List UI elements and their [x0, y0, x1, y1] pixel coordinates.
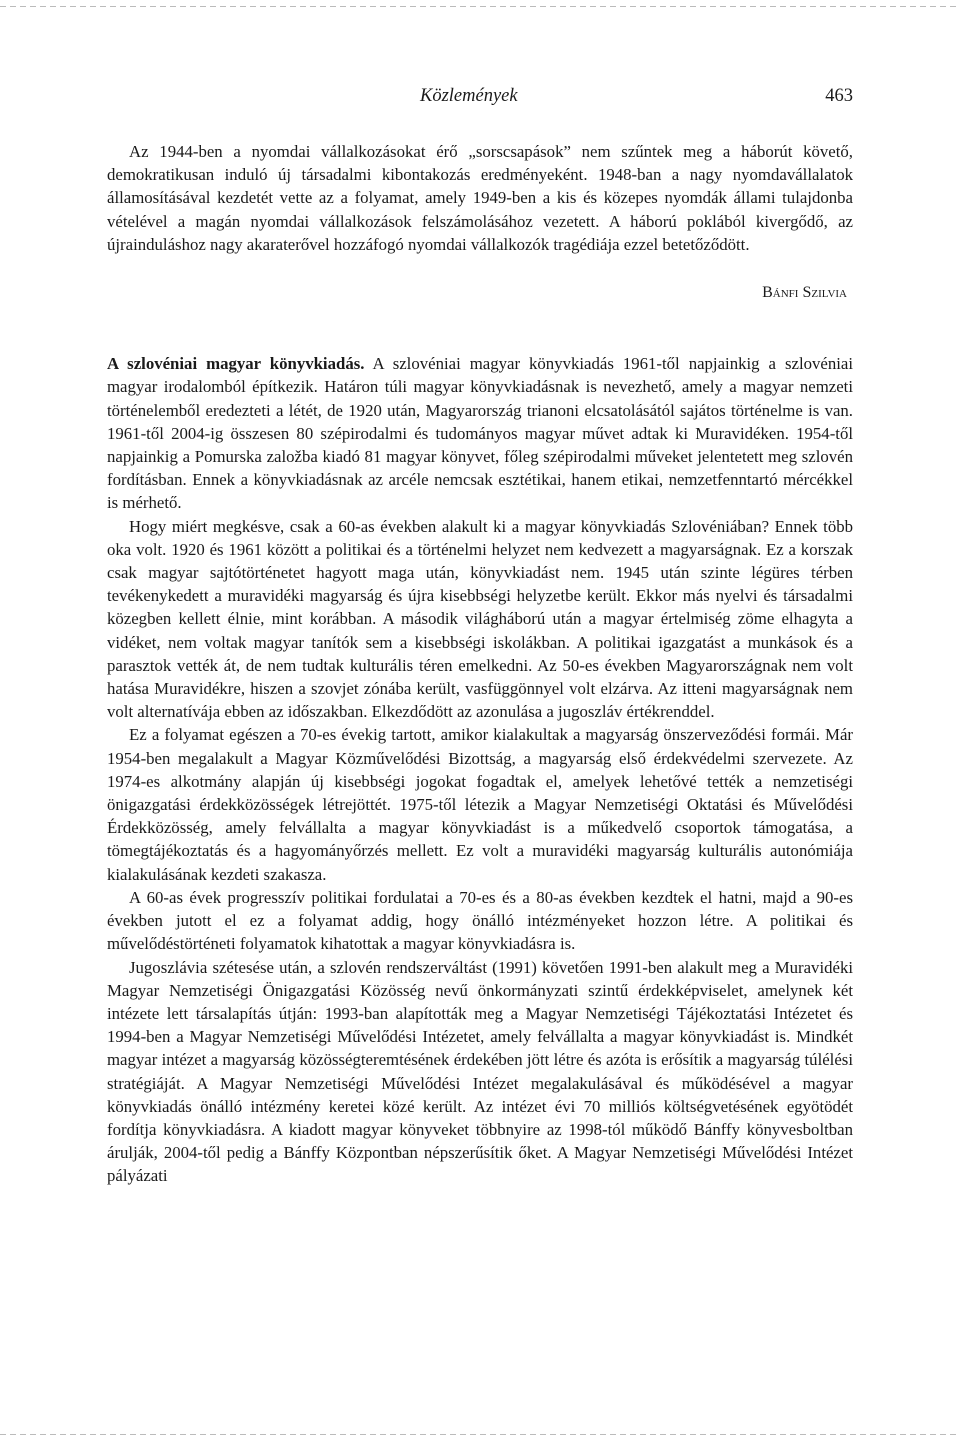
page-number: 463 — [825, 86, 853, 106]
article1-paragraph: Az 1944-ben a nyomdai vállalkozásokat érő „sorscsapások” nem szűntek meg a háborút követő, demokratikusan induló új társadalmi kibontakozás eredményeként. 1948-ban a nagy nyomdavállalatok államosításával kezdetét vette az a folyamat, amely 1949-ben a kis és közepes nyomdák állami tulajdonba vételével a magán nyomdai vállalkozások felszámolásához vezetett. A háború poklából kivergődő, az újrainduláshoz nagy akaraterővel hozzáfogó nyomdai vállalkozók tragédiája ezzel betetőződött. — [107, 142, 853, 254]
article2-paragraph-1 — [107, 352, 853, 514]
article2-paragraph-3: Ez a folyamat egészen a 70-es évekig tartott, amikor kialakultak a magyarság önszerveződési formái. Már 1954-ben megalakult a Magyar Közművelődési Bizottság, a magyarság első érdekvédelmi szervezete. Az 1974-es alkotmány alapján új kisebbségi jogokat fogadtak el, amelyek lehetővé tették a nemzetiségi önigazgatási érdekközösségek létrejöttét. 1975-től létezik a Magyar Nemzetiségi Oktatási és Művelődési Érdekközösség, amely felvállalta a magyar könyvkiadást is a műkedvelő csoportok támogatása, a tömegtájékoztatás és a hagyományőrzés mellett. Ez volt a muravidéki magyarság kulturális autonómiája kialakulásának kezdeti szakasza. — [107, 725, 853, 884]
article2-paragraph-2: Hogy miért megkésve, csak a 60-as években alakult ki a magyar könyvkiadás Szlovéniában? Ennek több oka volt. 1920 és 1961 között a politikai és a történelmi helyzet nem kedvezett a magyarságnak. Ez a korszak csak magyar sajtótörténetet hagyott maga után, könyvkiadást nem. 1945 után szinte légüres térben tevékenykedett a muravidéki magyarság és újra kisebbségi helyzetbe került. Ekkor más nyelvi és társadalmi közegben kellett élnie, mint korábban. A második világháború után a magyar értelmiség zöme elhagyta a vidéket, nem voltak magyar tanítók sem a kisebbségi iskolákban. A politikai igazgatást a munkások és a parasztok vették át, de nem tudtak kulturális téren emelkedni. Az 50-es években Magyarországnak nem volt hatása Muravidékre, hiszen a szovjet zónába került, vasfüggönnyel volt elzárva. Az itteni magyarságnak nem volt alternatívája ebben az időszakban. Elkezdődött az azonulása a jugoszláv értékrenddel. — [107, 516, 853, 722]
body-text — [107, 140, 853, 1188]
article2-paragraph-1-text: A szlovéniai magyar könyvkiadás 1961-től napjainkig a szlovéniai magyar irodalomból építkezik. Határon túli magyar könyvkiadásnak is nevezhető, amely a magyar nemzeti történelemből eredezteti a létét, de 1920 után, Magyarország trianoni elcsatolásától sajátos történelme is van. 1961-től 2004-ig összesen 80 szépirodalmi és tudományos magyar művet adtak ki Muravidéken. 1954-től napjainkig a Pomurska založba kiadó 81 magyar könyvet, főleg szépirodalmi műveket jelentetett meg szlovén fordításban. Ennek a könyvkiadásnak az arcéle nemcsak esztétikai, hanem etikai, nemzetfenntartó mércékkel is mérhető. — [107, 354, 853, 513]
running-head — [107, 86, 853, 110]
author-signature: Bánfi Szilvia — [762, 284, 847, 302]
running-title: Közlemények — [420, 86, 518, 106]
section-title: A szlovéniai magyar könyvkiadás. — [107, 354, 365, 374]
scan-edge-bottom — [0, 1434, 960, 1435]
article2-paragraph-5: Jugoszlávia szétesése után, a szlovén rendszerváltást (1991) követően 1991-ben alakult meg a Muravidéki Magyar Nemzetiségi Önigazgatási Közösség nevű önkormányzati szintű érdekképviselet, amelynek két intézete lett társalapítás útján: 1993-ban alapították meg a Magyar Nemzetiségi Tájékoztatási Intézetet és 1994-ben a Magyar Nemzetiségi Művelődési Intézetet, amely felvállalta a magyar könyvkiadást is. Mindkét magyar intézet a magyarság közösségteremtésének érdekében jött létre és azóta is erősítik a magyarság túlélési stratégiáját. A Magyar Nemzetiségi Művelődési Intézet megalakulásával és működésével a magyar könyvkiadás önálló intézmény keretei közé került. Az intézet évi 70 milliós költségvetésének egyötödét fordítja könyvkiadásra. A kiadott magyar könyveket többnyire az 1998-tól működő Bánffy könyvesboltban árulják, 2004-től pedig a Bánffy Központban népszerűsítik őket. A Magyar Nemzetiségi Művelődési Intézet pályázati — [107, 957, 853, 1186]
article2-paragraph-4: A 60-as évek progresszív politikai fordulatai a 70-es és a 80-as években kezdtek el hatni, majd a 90-es években jutott el ez a folyamat addig, hogy önálló intézményeket hozzon létre. A politikai és művelődéstörténeti folyamatok kihatottak a magyar könyvkiadásra is. — [107, 887, 853, 954]
scan-edge-top — [0, 6, 960, 7]
